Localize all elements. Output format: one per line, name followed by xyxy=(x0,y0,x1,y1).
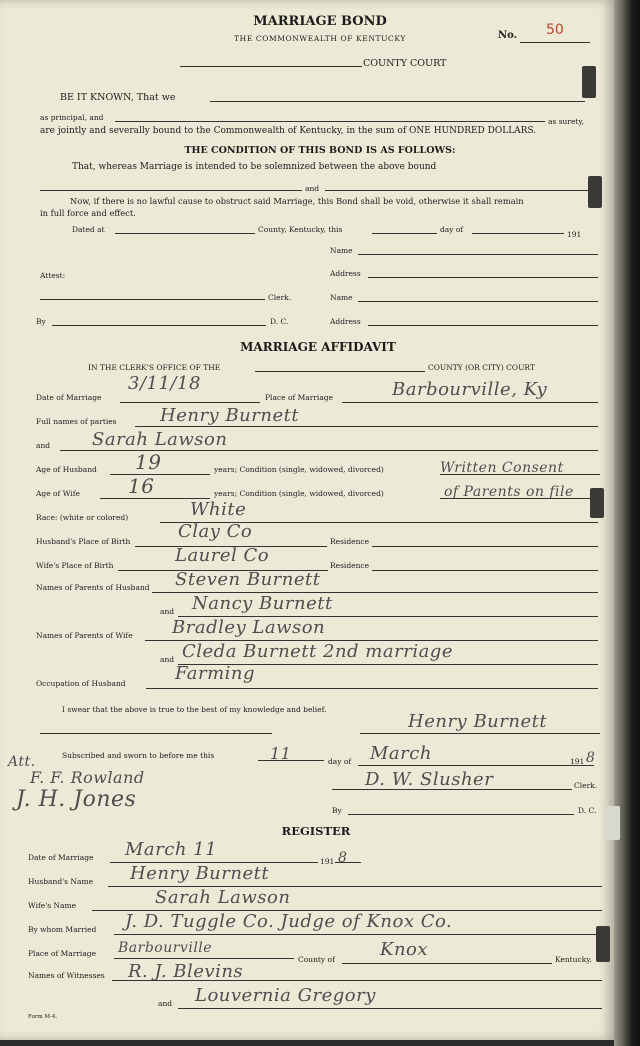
county-court-label: COUNTY COURT xyxy=(363,58,447,69)
race-label: Race: (white or colored) xyxy=(36,513,129,522)
party-2-name: Sarah Lawson xyxy=(92,429,228,450)
party-1-name: Henry Burnett xyxy=(160,405,300,426)
no-lawful-cause-text: Now, if there is no lawful cause to obstruct said Marriage, this Bond shall be void, otherwise it shall remain xyxy=(70,196,524,206)
as-principal-label: as principal, and xyxy=(40,113,104,122)
wife-birth-label: Wife's Place of Birth xyxy=(36,561,114,570)
register-heading: REGISTER xyxy=(281,824,351,838)
clerks-office-label: IN THE CLERK'S OFFICE OF THE xyxy=(88,363,221,372)
wife-birth-value: Laurel Co xyxy=(175,545,270,566)
register-witness-1: R. J. Blevins xyxy=(128,961,244,982)
register-date-label: Date of Marriage xyxy=(28,853,94,862)
affidavit-dc-label: D. C. xyxy=(578,806,597,815)
page-binding-edge xyxy=(614,0,640,1046)
condition-wife-note: of Parents on file xyxy=(444,484,574,500)
register-place-label: Place of Marriage xyxy=(28,949,97,958)
wife-residence-label: Residence xyxy=(330,561,370,570)
affidavit-date-label: Date of Marriage xyxy=(36,393,102,402)
address-label-1: Address xyxy=(330,269,361,278)
register-witness-2: Louvernia Gregory xyxy=(195,985,376,1006)
parents-husband-label: Names of Parents of Husband xyxy=(36,583,150,592)
register-kentucky-label: Kentucky. xyxy=(555,955,592,964)
day-of-label: day of xyxy=(440,225,464,234)
parents-husband-and: and xyxy=(160,607,175,616)
county-ky-this-label: County, Kentucky, this xyxy=(258,225,343,234)
register-husband-label: Husband's Name xyxy=(28,877,94,886)
affidavit-place-value: Barbourville, Ky xyxy=(392,379,548,400)
witness-1-signature: F. F. Rowland xyxy=(30,768,145,787)
address-label-2: Address xyxy=(330,317,361,326)
bond-year-label: 191 xyxy=(567,230,582,239)
affidavit-clerk-label: Clerk. xyxy=(574,781,598,790)
attest-clerk-label: Clerk. xyxy=(268,293,292,302)
party-and-label: and xyxy=(36,441,51,450)
affiant-signature: Henry Burnett xyxy=(408,711,548,732)
and-label: and xyxy=(305,184,320,193)
binding-tab xyxy=(582,66,596,98)
binding-tab xyxy=(588,176,602,208)
sworn-month-value: March xyxy=(370,743,432,764)
affidavit-heading: MARRIAGE AFFIDAVIT xyxy=(240,340,396,354)
age-wife-value: 16 xyxy=(128,474,155,498)
register-year-prefix: 191 xyxy=(320,857,335,866)
sworn-day-of-label: day of xyxy=(328,757,352,766)
register-year-suffix: 8 xyxy=(338,850,348,866)
condition-wife-label: years; Condition (single, widowed, divorced) xyxy=(214,489,384,498)
husband-residence-label: Residence xyxy=(330,537,370,546)
occupation-value: Farming xyxy=(175,663,256,684)
binding-tab xyxy=(606,806,620,840)
bond-number-value: 50 xyxy=(546,22,564,38)
register-husband-value: Henry Burnett xyxy=(130,863,270,884)
parents-wife-and: and xyxy=(160,655,175,664)
mother-husband-value: Nancy Burnett xyxy=(192,593,333,614)
husband-birth-label: Husband's Place of Birth xyxy=(36,537,131,546)
age-wife-label: Age of Wife xyxy=(36,489,80,498)
be-it-known: BE IT KNOWN, That we xyxy=(60,92,176,103)
husband-birth-value: Clay Co xyxy=(178,521,253,542)
register-wife-label: Wife's Name xyxy=(28,901,77,910)
race-value: White xyxy=(190,499,247,520)
document-title: MARRIAGE BOND xyxy=(253,14,387,29)
dated-at-label: Dated at xyxy=(72,225,105,234)
affidavit-date-value: 3/11/18 xyxy=(128,373,201,394)
register-wife-value: Sarah Lawson xyxy=(155,887,291,908)
occupation-label: Occupation of Husband xyxy=(36,679,126,688)
sworn-year-suffix: 8 xyxy=(586,750,596,766)
mother-wife-value: Cleda Burnett 2nd marriage xyxy=(182,641,453,662)
whereas-text: That, whereas Marriage is intended to be solemnized between the above bound xyxy=(72,162,437,172)
name-label-2: Name xyxy=(330,293,353,302)
condition-husband-label: years; Condition (single, widowed, divorced) xyxy=(214,465,384,474)
full-names-label: Full names of parties xyxy=(36,417,117,426)
register-married-by-label: By whom Married xyxy=(28,925,97,934)
witness-2-signature: J. H. Jones xyxy=(16,787,137,812)
binding-tab xyxy=(590,488,604,518)
full-force-text: in full force and effect. xyxy=(40,208,136,218)
form-number: Form M-4. xyxy=(28,1014,58,1020)
attest-abbrev: Att. xyxy=(8,754,36,770)
condition-heading: THE CONDITION OF THIS BOND IS AS FOLLOWS: xyxy=(184,145,456,156)
register-date-value: March 11 xyxy=(125,839,218,860)
sworn-year-prefix: 191 xyxy=(570,757,585,766)
age-husband-value: 19 xyxy=(135,450,162,474)
age-husband-label: Age of Husband xyxy=(36,465,97,474)
subscribed-label: Subscribed and sworn to before me this xyxy=(62,751,215,760)
register-county-value: Knox xyxy=(380,939,429,960)
as-surety-label: as surety, xyxy=(548,117,585,126)
father-husband-value: Steven Burnett xyxy=(175,569,321,590)
name-label-1: Name xyxy=(330,246,353,255)
register-witness-and: and xyxy=(158,999,173,1008)
attest-by-label: By xyxy=(36,317,46,326)
register-county-of-label: County of xyxy=(298,955,335,964)
affidavit-county-court-label: COUNTY (OR CITY) COURT xyxy=(428,363,535,372)
bound-statement: are jointly and severally bound to the Commonwealth of Kentucky, in the sum of ONE HUNDRED DOLLARS. xyxy=(40,126,537,136)
binding-tab xyxy=(596,926,610,962)
attest-dc-label: D. C. xyxy=(270,317,289,326)
parents-wife-label: Names of Parents of Wife xyxy=(36,631,133,640)
attest-label: Attest: xyxy=(40,271,66,280)
register-married-by-value: J. D. Tuggle Co. Judge of Knox Co. xyxy=(125,911,453,932)
register-place-value: Barbourville xyxy=(118,940,213,956)
register-witnesses-label: Names of Witnesses xyxy=(28,971,105,980)
swear-statement: I swear that the above is true to the best of my knowledge and belief. xyxy=(62,705,327,714)
father-wife-value: Bradley Lawson xyxy=(172,617,326,638)
document-subtitle: THE COMMONWEALTH OF KENTUCKY xyxy=(234,34,406,43)
affidavit-by-label: By xyxy=(332,806,342,815)
bond-number-label: No. xyxy=(498,30,518,41)
affidavit-place-label: Place of Marriage xyxy=(265,393,334,402)
sworn-day-value: 11 xyxy=(270,744,292,763)
condition-husband-note: Written Consent xyxy=(440,460,564,476)
clerk-signature: D. W. Slusher xyxy=(365,769,494,790)
